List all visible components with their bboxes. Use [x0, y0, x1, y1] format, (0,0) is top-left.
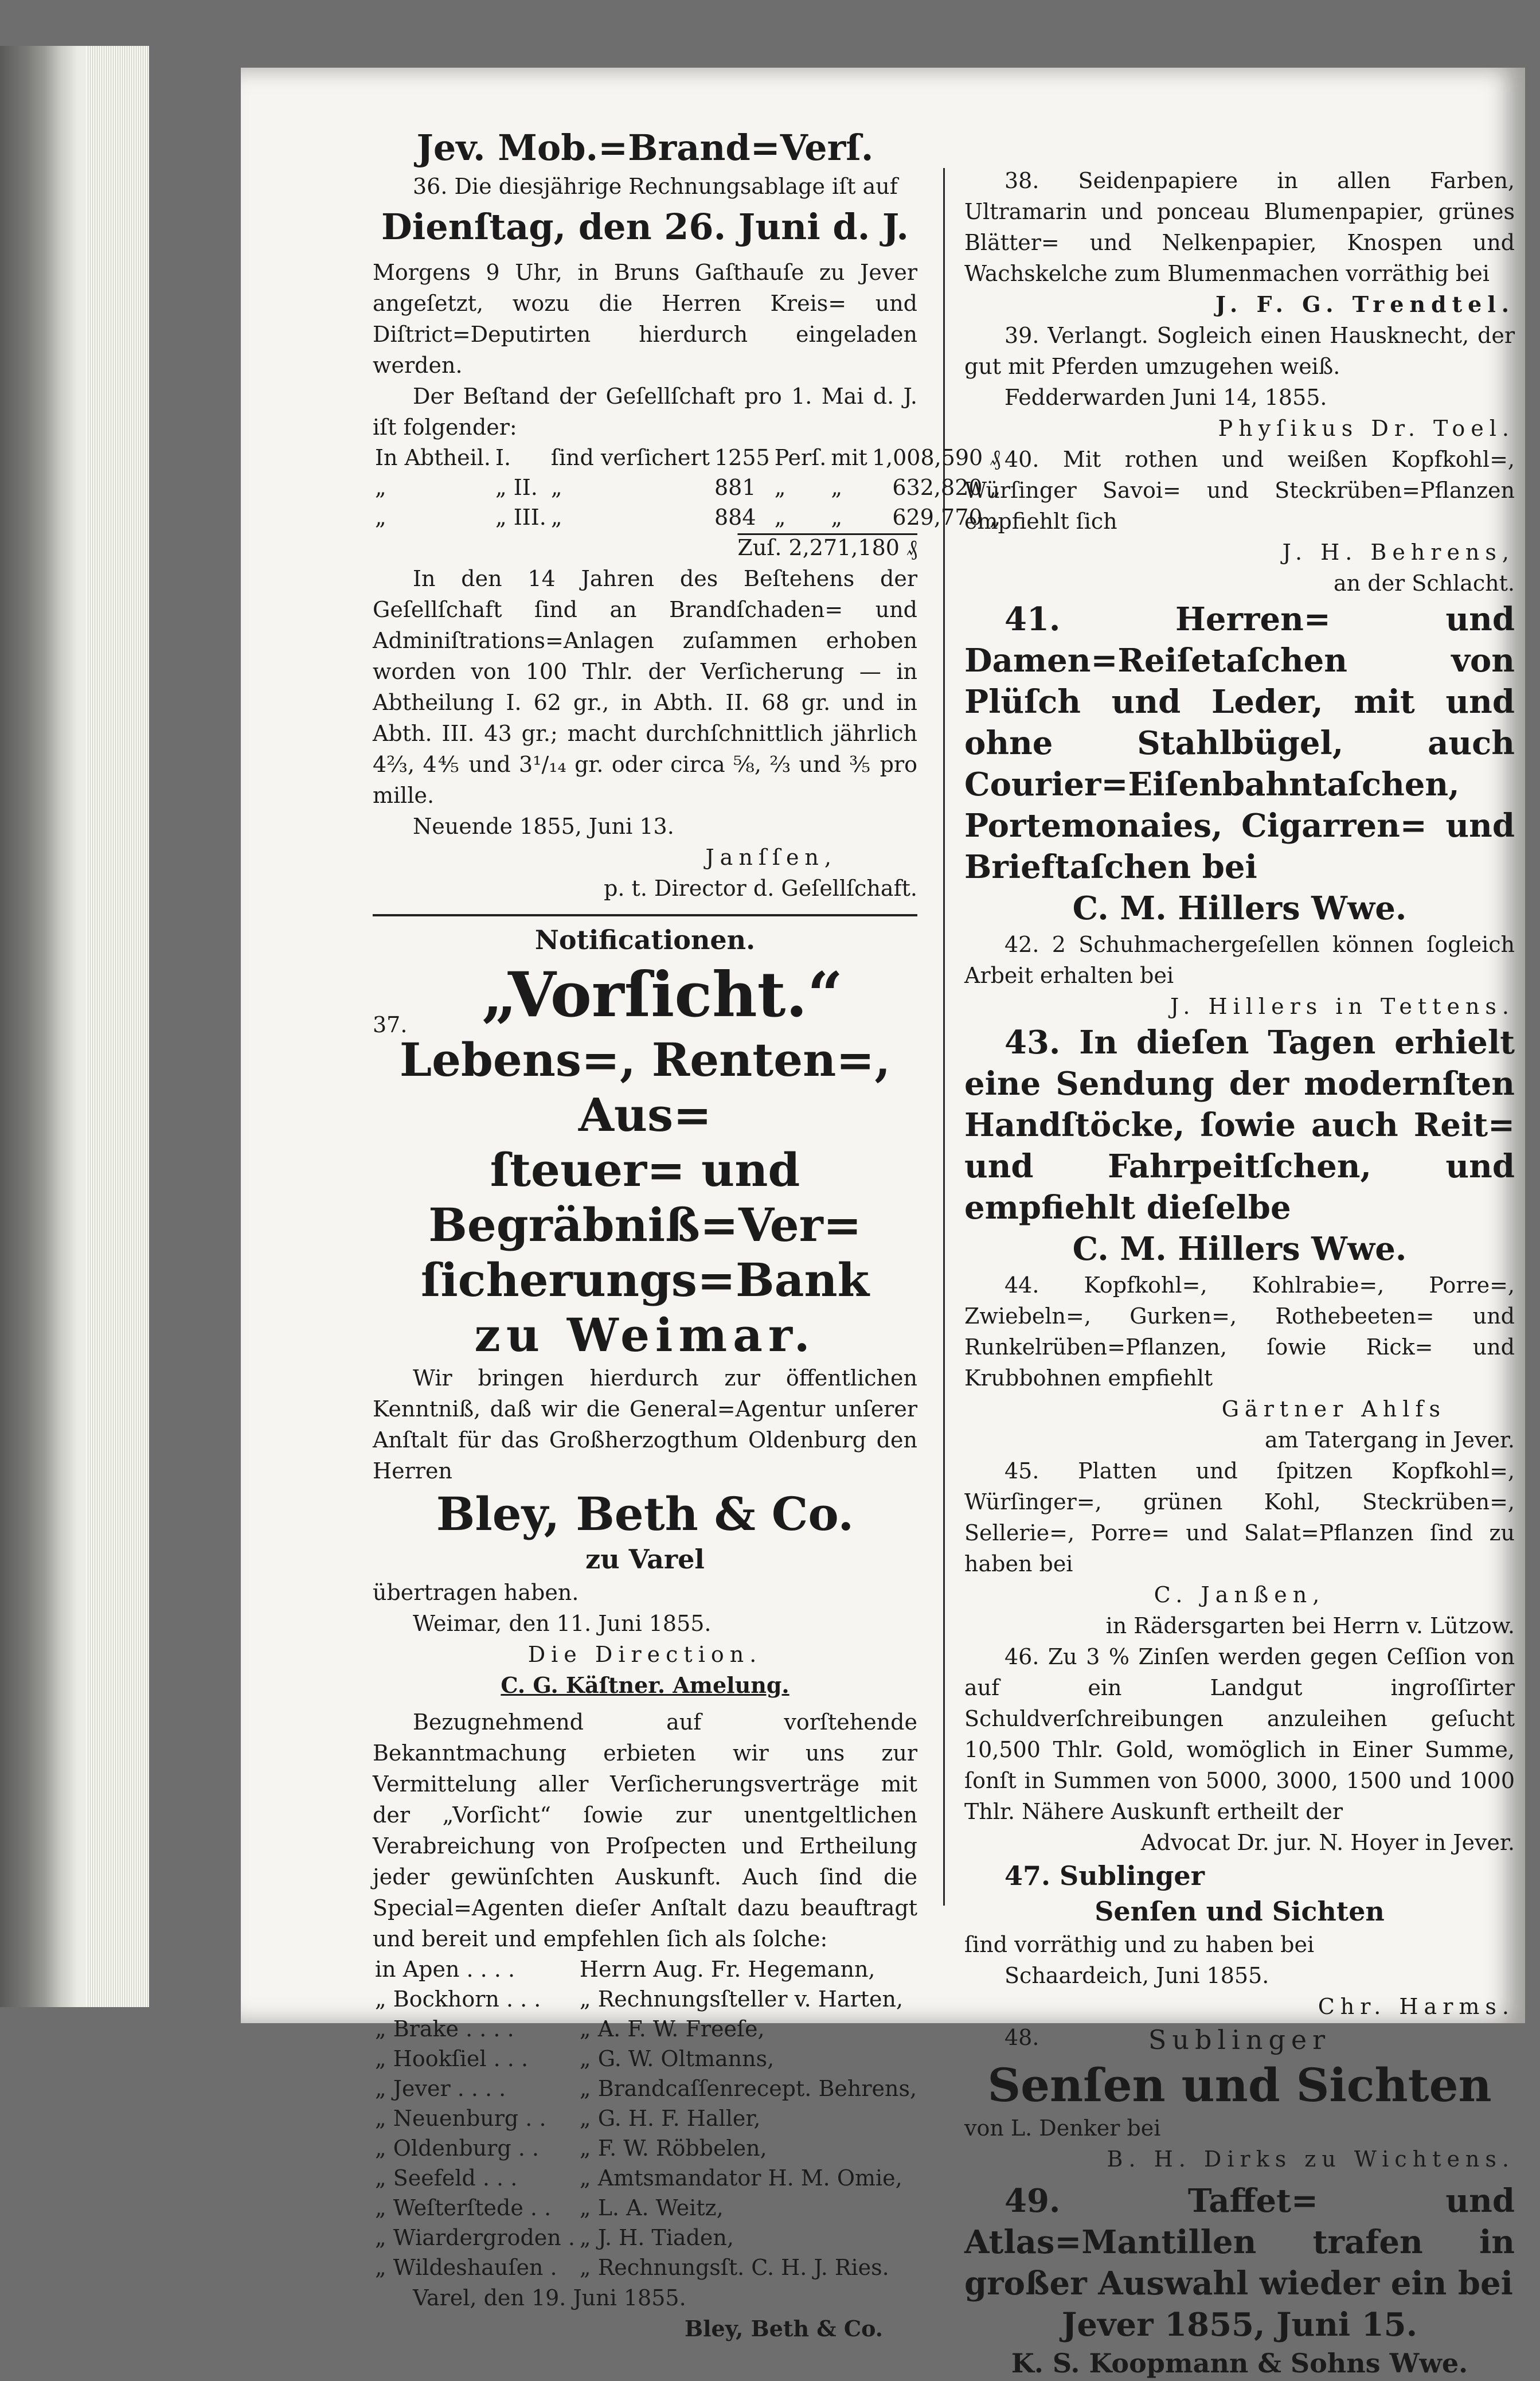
notice-48-origin: Sublinger — [1148, 2024, 1331, 2055]
notice-45-signature: C. Janßen, — [1154, 1582, 1326, 1607]
notice-48-product: Senſen und Sichten — [987, 2058, 1492, 2112]
list-item — [373, 2193, 919, 2223]
notice-46: 46. Zu 3 % Zinſen werden gegen Ceſſion von auf ein Landgut ingroſſirter Schuldverſchreibungen anzuleihen geſucht 10,500 Thlr. Gold, womöglich in Einer Summe, ſonſt in Summen von 5000, 3000, 1500 und 1000 Thlr. Nähere Auskunft ertheilt der — [964, 1644, 1515, 1824]
notice-37-text: Wir bringen hierdurch zur öffentlichen Kenntniß, daß wir die General=Agentur unſerer Anſtalt für das Großherzogthum Oldenburg den Herren — [373, 1365, 917, 1484]
insurance-table — [373, 443, 1003, 532]
notice-43-signature: C. M. Hillers Wwe. — [1072, 1230, 1407, 1268]
notice-37-title: „Vorſicht.“ — [481, 959, 843, 1031]
notice-38: 38. Seidenpapiere in allen Farben, Ultramarin und ponceau Blumenpapier, grünes Blätter= und Nelkenpapier, Knospen und Wachskelche zum Blumenmachen vorräthig bei — [964, 168, 1515, 286]
notice-38-signature: J. F. G. Trendtel. — [1215, 291, 1515, 317]
notice-37-subtitle-3: ſicherungs=Bank — [420, 1253, 870, 1307]
list-item — [373, 2223, 919, 2253]
table-cell: „ — [375, 475, 386, 500]
agent-name: „ A. F. W. Freeſe, — [579, 2016, 765, 2042]
notice-40-signature-2: an der Schlacht. — [1334, 571, 1515, 596]
table-row — [373, 473, 1003, 502]
notice-39-signature: Phyſikus Dr. Toel. — [1218, 416, 1515, 441]
notice-37-date: Weimar, den 11. Juni 1855. — [413, 1611, 712, 1636]
table-cell: „ — [550, 475, 562, 500]
agent-place: „ Wildeshauſen . — [375, 2255, 557, 2280]
table-cell: 629,770 „ — [892, 505, 1001, 530]
insurance-date: Neuende 1855, Juni 13. — [413, 814, 674, 839]
table-cell: I. — [495, 445, 511, 470]
left-column — [373, 125, 1001, 2344]
table-cell: In Abtheil. — [375, 445, 491, 470]
notice-36-text2: Der Beſtand der Geſellſchaft pro 1. Mai d. J. iſt folgender: — [373, 384, 917, 440]
book-page-edges — [0, 46, 149, 2007]
insurance-sum: Zuſ. 2,271,180 ₰ — [737, 535, 917, 560]
table-cell: Perſ. — [774, 445, 827, 470]
notice-48-number: 48. — [1004, 2025, 1039, 2050]
notice-41: 41. Herren= und Damen=Reiſetaſchen von Plüſch und Leder, mit und ohne Stahlbügel, auch Courier=Eiſenbahntaſchen, Portemonaies, Cigarren= und Brieftaſchen bei — [964, 600, 1515, 886]
notice-37-subtitle-2: ſteuer= und Begräbniß=Ver= — [428, 1143, 862, 1252]
insurance-header: Jev. Mob.=Brand=Verſ. — [416, 127, 874, 169]
notice-43: 43. In dieſen Tagen erhielt eine Sendung der modernſten Handſtöcke, ſowie auch Reit= und Fahrpeitſchen, und empfiehlt dieſelbe — [964, 1024, 1515, 1227]
agents-list — [373, 1954, 919, 2282]
table-cell: „ — [774, 475, 786, 500]
notifications-heading: Notificationen. — [534, 924, 756, 955]
agent-name: „ Brandcaſſenrecept. Behrens, — [579, 2076, 917, 2101]
notice-37-over: übertragen haben. — [373, 1580, 579, 1605]
notice-40: 40. Mit rothen und weißen Kopfkohl=, Würſinger Savoi= und Steckrüben=Pflanzen empfiehlt ſich — [964, 447, 1515, 534]
table-cell: „ III. — [495, 505, 546, 530]
notice-37-firm: Bley, Beth & Co. — [436, 1487, 854, 1541]
table-cell: ſind verſichert — [550, 445, 710, 470]
notice-44: 44. Kopfkohl=, Kohlrabie=, Porre=, Zwiebeln=, Gurken=, Rothebeeten= und Runkelrüben=Pflanzen, ſowie Rick= und Krubbohnen empfiehlt — [964, 1273, 1515, 1391]
notice-49-date: Jever 1855, Juni 15. — [1061, 2306, 1418, 2344]
insurance-signature: Janſſen, — [705, 845, 837, 870]
notice-44-signature: Gärtner Ahlfs — [1221, 1396, 1446, 1422]
notice-47-date: Schaardeich, Juni 1855. — [1004, 1963, 1269, 1988]
agent-place: „ Jever . . . . — [375, 2076, 506, 2101]
list-item — [373, 2074, 919, 2103]
notice-37-subtitle-1: Lebens=, Renten=, Aus= — [399, 1033, 891, 1142]
notice-39: 39. Verlangt. Sogleich einen Hausknecht, der gut mit Pferden umzugehen weiß. — [964, 323, 1515, 379]
agent-name: „ Rechnungsſteller v. Harten, — [579, 1986, 904, 2012]
table-cell: „ — [550, 505, 562, 530]
notice-44-signature-2: am Tatergang in Jever. — [1264, 1427, 1515, 1453]
list-item — [373, 2014, 919, 2044]
table-cell: 632,820 „ — [892, 475, 1001, 500]
notice-49-signature: K. S. Koopmann & Sohns Wwe. — [1011, 2348, 1468, 2379]
table-cell: „ — [831, 475, 843, 500]
table-cell: 1,008,590 ₰ — [871, 445, 1001, 470]
list-item — [373, 2103, 919, 2133]
notice-42: 42. 2 Schuhmachergeſellen können ſogleich Arbeit erhalten bei — [964, 932, 1515, 988]
notice-37-text2: Bezugnehmend auf vorſtehende Bekanntmachung erbieten wir uns zur Vermittelung aller Verſicherungsverträge mit der „Vorſicht“ ſowie zur unentgeltlichen Verabreichung von Proſpecten und Ertheilung jeder gewünſchten Auskunft. Auch ſind die Special=Agenten dieſer Anſtalt dazu beauftragt und bereit und empfehlen ſich als ſolche: — [373, 1709, 917, 1951]
table-cell: 881 — [714, 475, 756, 500]
notice-48-signature: B. H. Dirks zu Wichtens. — [1107, 2146, 1515, 2172]
insurance-paragraph: In den 14 Jahren des Beſtehens der Geſellſchaft ſind an Brandſchaden= und Adminiſtrations=Anlagen zuſammen erhoben worden von 100 Thlr. der Verſicherung — in Abtheilung I. 62 gr., in Abth. II. 68 gr. und in Abth. III. 43 gr.; macht durchſchnittlich jährlich 4⅔, 4⅘ und 3¹/₁₄ gr. oder circa ⅝, ⅔ und ⅗ pro mille. — [373, 566, 917, 808]
notice-37-direction: Die Direction. — [527, 1642, 763, 1667]
notice-36-lead: 36. Die diesjährige Rechnungsablage iſt auf — [413, 174, 898, 199]
agent-name: „ G. W. Oltmanns, — [579, 2046, 775, 2071]
agent-place: „ Weſterſtede . . — [375, 2195, 552, 2220]
list-item — [373, 1954, 919, 1984]
notice-49: 49. Taffet= und Atlas=Mantillen trafen in großer Auswahl wieder ein bei — [964, 2182, 1515, 2302]
right-column — [964, 165, 1515, 2381]
agent-name: „ F. W. Röbbelen, — [579, 2136, 767, 2161]
notice-37-date2: Varel, den 19. Juni 1855. — [413, 2285, 686, 2310]
notice-45: 45. Platten und ſpitzen Kopfkohl=, Würſinger=, grünen Kohl, Steckrüben=, Sellerie=, Porre= und Salat=Pflanzen ſind zu haben bei — [964, 1458, 1515, 1576]
agent-place: „ Neuenburg . . — [375, 2106, 546, 2131]
notice-37 — [373, 958, 917, 1037]
table-cell: 884 — [714, 505, 756, 530]
section-rule — [373, 914, 917, 916]
list-item — [373, 2133, 919, 2163]
agent-name: Herrn Aug. Fr. Hegemann, — [579, 1957, 875, 1982]
notice-42-signature: J. Hillers in Tettens. — [1170, 994, 1515, 1019]
list-item — [373, 2044, 919, 2074]
agent-name: „ Rechnungsſt. C. H. J. Ries. — [579, 2255, 889, 2280]
table-cell: „ — [831, 505, 843, 530]
notice-46-signature: Advocat Dr. jur. N. Hoyer in Jever. — [1140, 1830, 1515, 1855]
table-row — [373, 443, 1003, 473]
list-item — [373, 2163, 919, 2193]
table-cell: mit — [831, 445, 867, 470]
notice-48-heading — [964, 2022, 1515, 2058]
notice-36-text: Morgens 9 Uhr, in Bruns Gaſthauſe zu Jever angeſetzt, wozu die Herren Kreis= und Diſtrict=Deputirten hierdurch eingeladen werden. — [373, 260, 917, 378]
table-cell: „ II. — [495, 475, 538, 500]
agent-name: „ G. H. F. Haller, — [579, 2106, 761, 2131]
agent-place: „ Seefeld . . . — [375, 2165, 518, 2191]
agent-name: „ Amtsmandator H. M. Omie, — [579, 2165, 902, 2191]
notice-45-signature-2: in Rädersgarten bei Herrn v. Lützow. — [1105, 1613, 1515, 1638]
table-cell: „ — [375, 505, 386, 530]
notice-48-text: von L. Denker bei — [964, 2115, 1161, 2141]
notice-37-signature: C. G. Käſtner. Amelung. — [501, 1672, 789, 1698]
agent-name: „ L. A. Weitz, — [579, 2195, 724, 2220]
agent-place: „ Wiardergroden . — [375, 2225, 575, 2250]
notice-37-number: 37. — [373, 1012, 408, 1037]
list-item — [373, 1984, 919, 2014]
agent-place: „ Bockhorn . . . — [375, 1986, 541, 2012]
notice-47-signature: Chr. Harms. — [1318, 1994, 1515, 2019]
insurance-signature-title: p. t. Director d. Geſellſchaft. — [604, 876, 917, 901]
list-item — [373, 2253, 919, 2282]
column-divider — [943, 168, 945, 1906]
agent-place: „ Hookſiel . . . — [375, 2046, 529, 2071]
notice-47-heading: 47. Sublinger — [1004, 1860, 1205, 1891]
notice-36-date: Dienſtag, den 26. Juni d. J. — [381, 206, 909, 248]
notice-37-firm2: Bley, Beth & Co. — [684, 2316, 883, 2341]
notice-37-place: zu Varel — [585, 1544, 705, 1575]
notice-40-signature: J. H. Behrens, — [1282, 540, 1515, 565]
agent-name: „ J. H. Tiaden, — [579, 2225, 734, 2250]
agent-place: „ Oldenburg . . — [375, 2136, 539, 2161]
table-cell: „ — [774, 505, 786, 530]
notice-39-date: Fedderwarden Juni 14, 1855. — [1004, 385, 1327, 410]
notice-41-signature: C. M. Hillers Wwe. — [1072, 889, 1407, 927]
agent-place: in Apen . . . . — [375, 1957, 515, 1982]
notice-47-product: Senſen und Sichten — [1095, 1896, 1385, 1927]
agent-place: „ Brake . . . . — [375, 2016, 514, 2042]
newspaper-page — [241, 68, 1525, 2379]
table-cell: 1255 — [714, 445, 770, 470]
notice-47-text: ſind vorräthig und zu haben bei — [964, 1932, 1315, 1957]
table-row — [373, 502, 1003, 532]
notice-37-subtitle-4: zu Weimar. — [474, 1308, 816, 1362]
